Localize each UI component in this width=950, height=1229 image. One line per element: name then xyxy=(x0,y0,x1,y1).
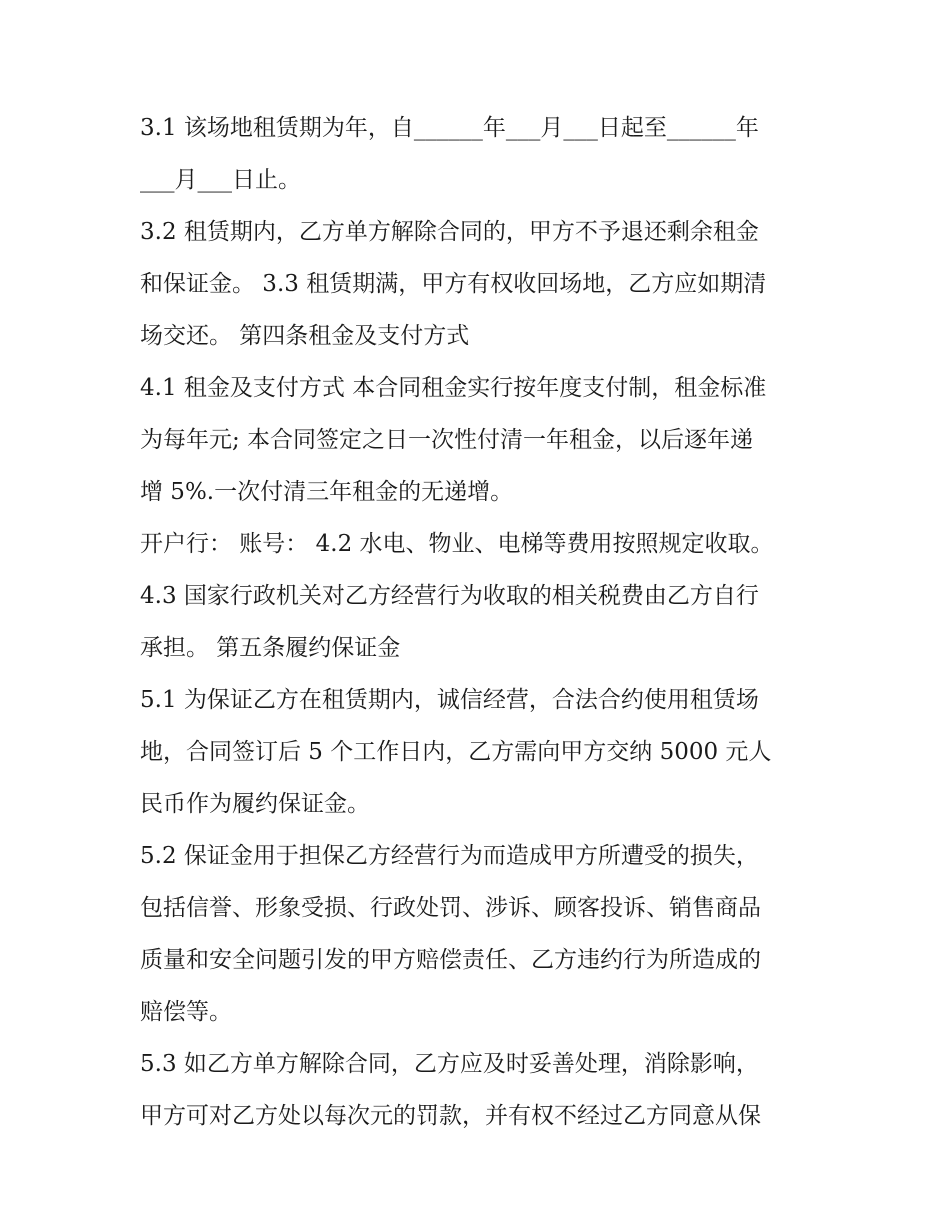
text-line: 4.3 国家行政机关对乙方经营行为收取的相关税费由乙方自行 xyxy=(140,583,759,609)
contract-text xyxy=(140,102,820,1142)
text-line: 4.1 租金及支付方式 本合同租金实行按年度支付制，租金标准 xyxy=(140,375,767,401)
text-line: 增 5%.一次付清三年租金的无递增。 xyxy=(140,479,514,505)
text-line: 开户行： 账号： 4.2 水电、物业、电梯等费用按照规定收取。 xyxy=(140,531,774,557)
text-line: 场交还。 第四条租金及支付方式 xyxy=(140,323,470,349)
text-line: 5.3 如乙方单方解除合同，乙方应及时妥善处理，消除影响， xyxy=(140,1051,759,1077)
text-line: 为每年元; 本合同签定之日一次性付清一年租金，以后逐年递 xyxy=(140,427,754,453)
text-line: 3.1 该场地租赁期为年，自______年___月___日起至______年 xyxy=(140,115,759,141)
text-line: 质量和安全问题引发的甲方赔偿责任、乙方违约行为所造成的 xyxy=(140,947,761,973)
text-line: 包括信誉、形象受损、行政处罚、涉诉、顾客投诉、销售商品 xyxy=(140,895,761,921)
text-line: 5.1 为保证乙方在租赁期内，诚信经营，合法合约使用租赁场 xyxy=(140,687,759,713)
text-line: 赔偿等。 xyxy=(140,999,232,1025)
text-line: 承担。 第五条履约保证金 xyxy=(140,635,401,661)
text-line: 地，合同签订后 5 个工作日内，乙方需向甲方交纳 5000 元人 xyxy=(140,739,772,765)
text-line: 甲方可对乙方处以每次元的罚款，并有权不经过乙方同意从保 xyxy=(140,1103,761,1129)
text-line: 5.2 保证金用于担保乙方经营行为而造成甲方所遭受的损失， xyxy=(140,843,759,869)
text-line: 和保证金。 3.3 租赁期满，甲方有权收回场地，乙方应如期清 xyxy=(140,271,767,297)
text-line: 3.2 租赁期内，乙方单方解除合同的，甲方不予退还剩余租金 xyxy=(140,219,759,245)
text-line: ___月___日止。 xyxy=(140,167,301,193)
text-line: 民币作为履约保证金。 xyxy=(140,791,370,817)
